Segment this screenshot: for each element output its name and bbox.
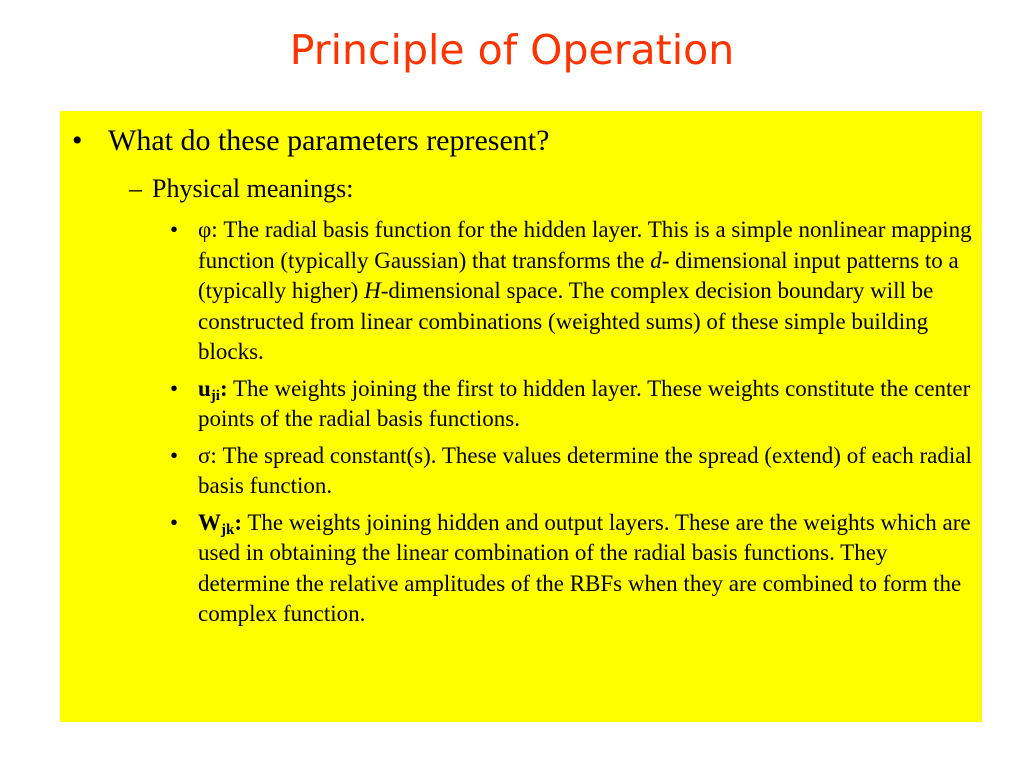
definition-body: The weights joining hidden and output layers. These are the weights which are used in obtaining the linear combination of the radial basis functions. They determine the relative amplitudes of the RBFs when they are combined to form the complex function. bbox=[198, 509, 971, 626]
symbol-u: $u_{ji}$: bbox=[198, 375, 228, 404]
definition-sigma bbox=[170, 441, 975, 502]
definition-body: The spread constant(s). These values determine the spread (extend) of each radial basis function. bbox=[198, 442, 972, 498]
definition-text bbox=[198, 508, 975, 630]
symbol-sigma: σ bbox=[198, 442, 211, 468]
bullet-marker: • bbox=[170, 375, 179, 401]
bullet-marker: • bbox=[72, 124, 83, 157]
symbol-subscript: jk bbox=[221, 521, 235, 538]
separator: : bbox=[211, 217, 218, 242]
definition-body: -dimensional space. The complex decision boundary will be constructed from linear combinations (weighted sums) of these simple building blocks. bbox=[198, 278, 934, 364]
italic-h: H bbox=[364, 278, 381, 303]
definition-u-ji bbox=[170, 374, 975, 435]
symbol-w: $W_{jk}$: bbox=[198, 509, 243, 538]
definition-w-jk bbox=[170, 508, 975, 630]
definition-phi bbox=[170, 215, 975, 368]
content-box bbox=[60, 111, 982, 722]
definition-text bbox=[198, 441, 975, 502]
bullet-level-2-text: Physical meanings: bbox=[152, 174, 354, 203]
definition-text bbox=[198, 374, 975, 435]
bullet-marker: • bbox=[170, 442, 179, 468]
separator: : bbox=[219, 375, 228, 401]
dash-marker: – bbox=[129, 174, 142, 203]
bullet-marker: • bbox=[170, 509, 179, 535]
separator: : bbox=[234, 509, 243, 535]
symbol-phi: φ bbox=[198, 217, 212, 242]
definition-list bbox=[170, 215, 975, 636]
italic-d: d bbox=[650, 247, 662, 273]
separator: : bbox=[210, 442, 217, 468]
bullet-level-1-text: What do these parameters represent? bbox=[108, 124, 550, 157]
bullet-marker: • bbox=[170, 217, 179, 242]
definition-body: The radial basis function for the hidden layer. This is a simple nonlinear mapping function (typically Gaussian) that transforms the bbox=[198, 217, 972, 273]
slide-title: Principle of Operation bbox=[289, 26, 735, 74]
symbol-subscript: ji bbox=[210, 387, 220, 404]
definition-text bbox=[198, 215, 975, 368]
definition-body: The weights joining the first to hidden layer. These weights constitute the center points of the radial basis functions. bbox=[198, 375, 971, 431]
definition-body: - dimensional input patterns to a (typically higher) bbox=[198, 247, 959, 303]
